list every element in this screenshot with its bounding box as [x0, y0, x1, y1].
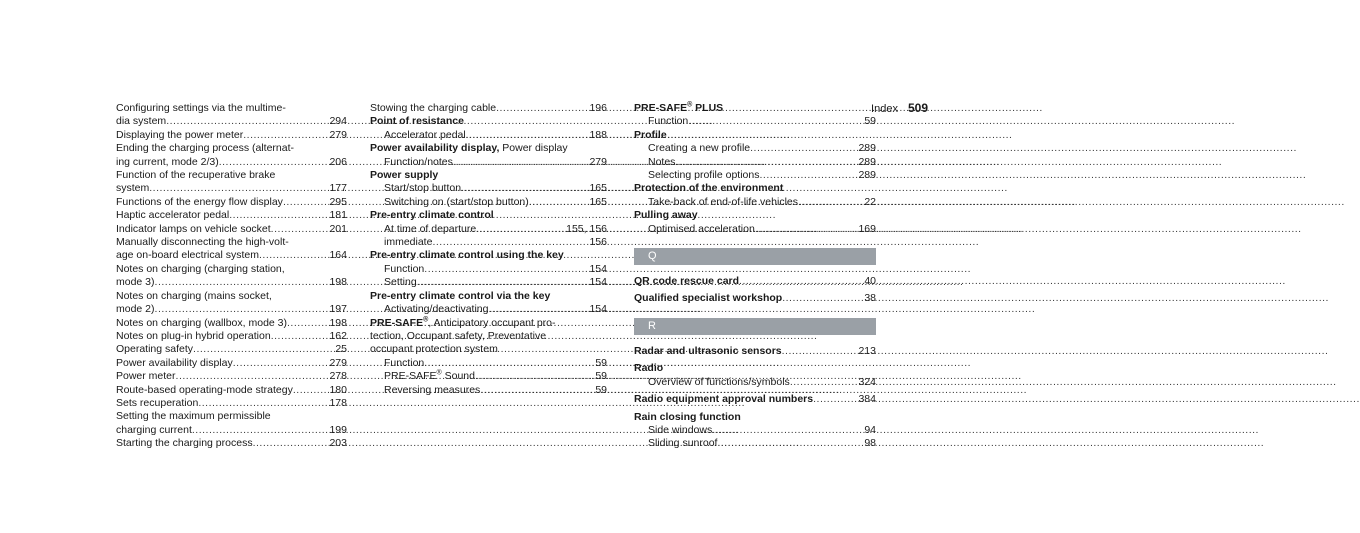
page-ref: 25	[335, 343, 347, 356]
page-ref: 59	[595, 383, 607, 396]
index-entry[interactable]: Sliding sunroof ..... 98	[634, 437, 876, 450]
index-entry-text: Notes on charging (charging station,	[116, 262, 285, 275]
page-ref: 295	[329, 195, 347, 208]
index-entry-text: Function of the recuperative brake	[116, 169, 276, 182]
page-ref: 201	[329, 222, 347, 235]
page-ref: 22	[864, 195, 876, 208]
index-entry[interactable]: Indicator lamps on vehicle socket ..... 201	[116, 223, 347, 236]
index-entry[interactable]: Notes on plug-in hybrid operation ..... 162	[116, 330, 347, 343]
index-entry[interactable]: Selecting profile options ..... 289	[634, 169, 876, 182]
page-ref: 289	[858, 155, 876, 168]
page-ref: 199	[329, 423, 347, 436]
index-entry[interactable]: dia system ..... 294	[116, 115, 347, 128]
index-heading: Power supply	[370, 169, 439, 182]
page-ref: 279	[329, 128, 347, 141]
index-entry[interactable]: Side windows ..... 94	[634, 424, 876, 437]
index-heading: PRE-SAFE® PLUS	[634, 101, 724, 114]
index-heading-cont: tection, Occupant safety, Preventative	[370, 329, 547, 342]
index-entry[interactable]: Function ..... 154	[370, 263, 607, 276]
index-entry[interactable]: Setting ..... 154	[370, 276, 607, 289]
index-heading: Protection of the environment	[634, 182, 784, 195]
index-entry[interactable]: Radar and ultrasonic sensors ..... 213	[634, 345, 876, 358]
page-ref: 279	[589, 155, 607, 168]
index-entry[interactable]: Overview of functions/symbols ..... 324	[634, 376, 876, 389]
index-heading: Pulling away	[634, 209, 698, 222]
page-ref: 279	[329, 356, 347, 369]
page-ref: 38	[864, 292, 876, 305]
page-ref: 324	[858, 375, 876, 388]
index-entry[interactable]: Notes ..... 289	[634, 156, 876, 169]
index-entry[interactable]: Switching on (start/stop button) ..... 165	[370, 196, 607, 209]
index-heading: Rain closing function	[634, 410, 741, 423]
page-ref: 59	[595, 370, 607, 383]
index-entry[interactable]: Route-based operating-mode strategy ..... 180	[116, 384, 347, 397]
index-heading: Radio	[634, 362, 664, 375]
page-ref: 59	[595, 356, 607, 369]
page-ref: 165	[589, 195, 607, 208]
index-entry[interactable]: Function ..... 59	[370, 357, 607, 370]
index-entry[interactable]: Accelerator pedal ..... 188	[370, 129, 607, 142]
index-entry[interactable]: Optimised acceleration ..... 169	[634, 223, 876, 236]
index-entry[interactable]: mode 3) ..... 198	[116, 276, 347, 289]
index-heading: Pre-entry climate control using the key	[370, 249, 564, 262]
index-entry[interactable]: immediate ..... 156	[370, 236, 607, 249]
index-entry[interactable]: Operating safety ..... 25	[116, 343, 347, 356]
index-entry[interactable]: QR code rescue card ..... 40	[634, 275, 876, 288]
page-number: 509	[907, 101, 928, 115]
index-heading: Pre-entry climate control via the key	[370, 289, 551, 302]
page-ref: 289	[858, 169, 876, 182]
page-ref: 180	[329, 383, 347, 396]
index-entry-text: Ending the charging process (alternat-	[116, 142, 295, 155]
header-label: Index	[871, 103, 898, 115]
index-entry[interactable]: Radio equipment approval numbers ..... 384	[634, 393, 876, 406]
index-entry[interactable]: age on-board electrical system ..... 164	[116, 249, 347, 262]
index-column-3	[634, 102, 876, 451]
index-entry[interactable]: Stowing the charging cable ..... 196	[370, 102, 607, 115]
letter-section-q: Q	[634, 248, 876, 265]
page-ref: 165	[589, 182, 607, 195]
index-heading: PRE-SAFE®, Anticipatory occupant pro-	[370, 316, 556, 329]
index-heading: Profile	[634, 128, 667, 141]
index-entry[interactable]: charging current ..... 199	[116, 424, 347, 437]
index-entry[interactable]: mode 2) ..... 197	[116, 303, 347, 316]
index-heading: Pre-entry climate control	[370, 209, 494, 222]
index-entry[interactable]: Function/notes ..... 279	[370, 156, 607, 169]
page-ref: 94	[864, 423, 876, 436]
index-entry[interactable]: system ..... 177	[116, 182, 347, 195]
index-entry[interactable]: Functions of the energy flow display ..... 295	[116, 196, 347, 209]
index-entry[interactable]: Reversing measures ..... 59	[370, 384, 607, 397]
index-entry[interactable]: Starting the charging process ..... 203	[116, 437, 347, 450]
page-ref: 40	[864, 275, 876, 288]
index-entry[interactable]: Displaying the power meter ..... 279	[116, 129, 347, 142]
page-ref: 154	[589, 303, 607, 316]
index-entry[interactable]: PRE-SAFE® Sound ..... 59	[370, 370, 607, 383]
page-ref: 188	[589, 128, 607, 141]
page-ref: 154	[589, 262, 607, 275]
index-heading: Point of resistance	[370, 115, 464, 128]
page-ref: 289	[858, 142, 876, 155]
index-entry[interactable]: Power meter ..... 278	[116, 370, 347, 383]
page-ref: 198	[329, 276, 347, 289]
page-ref: 98	[864, 437, 876, 450]
index-entry-text: Setting the maximum permissible	[116, 410, 271, 423]
page-ref: 177	[329, 182, 347, 195]
page-ref: 164	[329, 249, 347, 262]
index-entry-text: Configuring settings via the multime-	[116, 102, 286, 114]
page-ref: 294	[329, 115, 347, 128]
page-ref: 181	[329, 209, 347, 222]
page-ref: 196	[589, 102, 607, 114]
page-ref: 162	[329, 329, 347, 342]
page-ref: 155, 156	[566, 222, 607, 235]
index-entry[interactable]: Notes on charging (wallbox, mode 3) ..... 198	[116, 317, 347, 330]
index-entry[interactable]: Activating/deactivating ..... 154	[370, 303, 607, 316]
page-ref: 384	[858, 393, 876, 406]
index-entry[interactable]: Sets recuperation ..... 178	[116, 397, 347, 410]
index-entry[interactable]: Take-back of end-of-life vehicles ..... 22	[634, 196, 876, 209]
index-column-2	[370, 102, 607, 397]
page-ref: 178	[329, 396, 347, 409]
index-entry-text: Manually disconnecting the high-volt-	[116, 236, 289, 249]
index-heading-cont: occupant protection system	[370, 343, 498, 356]
page-ref: 206	[329, 155, 347, 168]
index-entry[interactable]: Qualified specialist workshop ..... 38	[634, 292, 876, 305]
index-entry[interactable]: Power availability display ..... 279	[116, 357, 347, 370]
page-ref: 203	[329, 437, 347, 450]
page-ref: 278	[329, 370, 347, 383]
index-entry[interactable]: Start/stop button ..... 165	[370, 182, 607, 195]
index-entry[interactable]: At time of departure ..... 155, 156	[370, 223, 607, 236]
page-ref: 198	[329, 316, 347, 329]
index-entry-text: Notes on charging (mains socket,	[116, 289, 272, 302]
page-ref: 197	[329, 303, 347, 316]
page-ref: 156	[589, 236, 607, 249]
index-entry[interactable]: Creating a new profile ..... 289	[634, 142, 876, 155]
page-ref: 59	[864, 115, 876, 128]
page-ref: 154	[589, 276, 607, 289]
letter-section-r: R	[634, 318, 876, 335]
index-column-1	[116, 102, 347, 451]
index-entry[interactable]: Function ..... 59	[634, 115, 876, 128]
page-ref: 169	[858, 222, 876, 235]
page-ref: 213	[858, 344, 876, 357]
index-entry[interactable]: Haptic accelerator pedal ..... 181	[116, 209, 347, 222]
index-heading: Power availability display, Power display	[370, 142, 568, 155]
index-entry[interactable]: ing current, mode 2/3) ..... 206	[116, 156, 347, 169]
